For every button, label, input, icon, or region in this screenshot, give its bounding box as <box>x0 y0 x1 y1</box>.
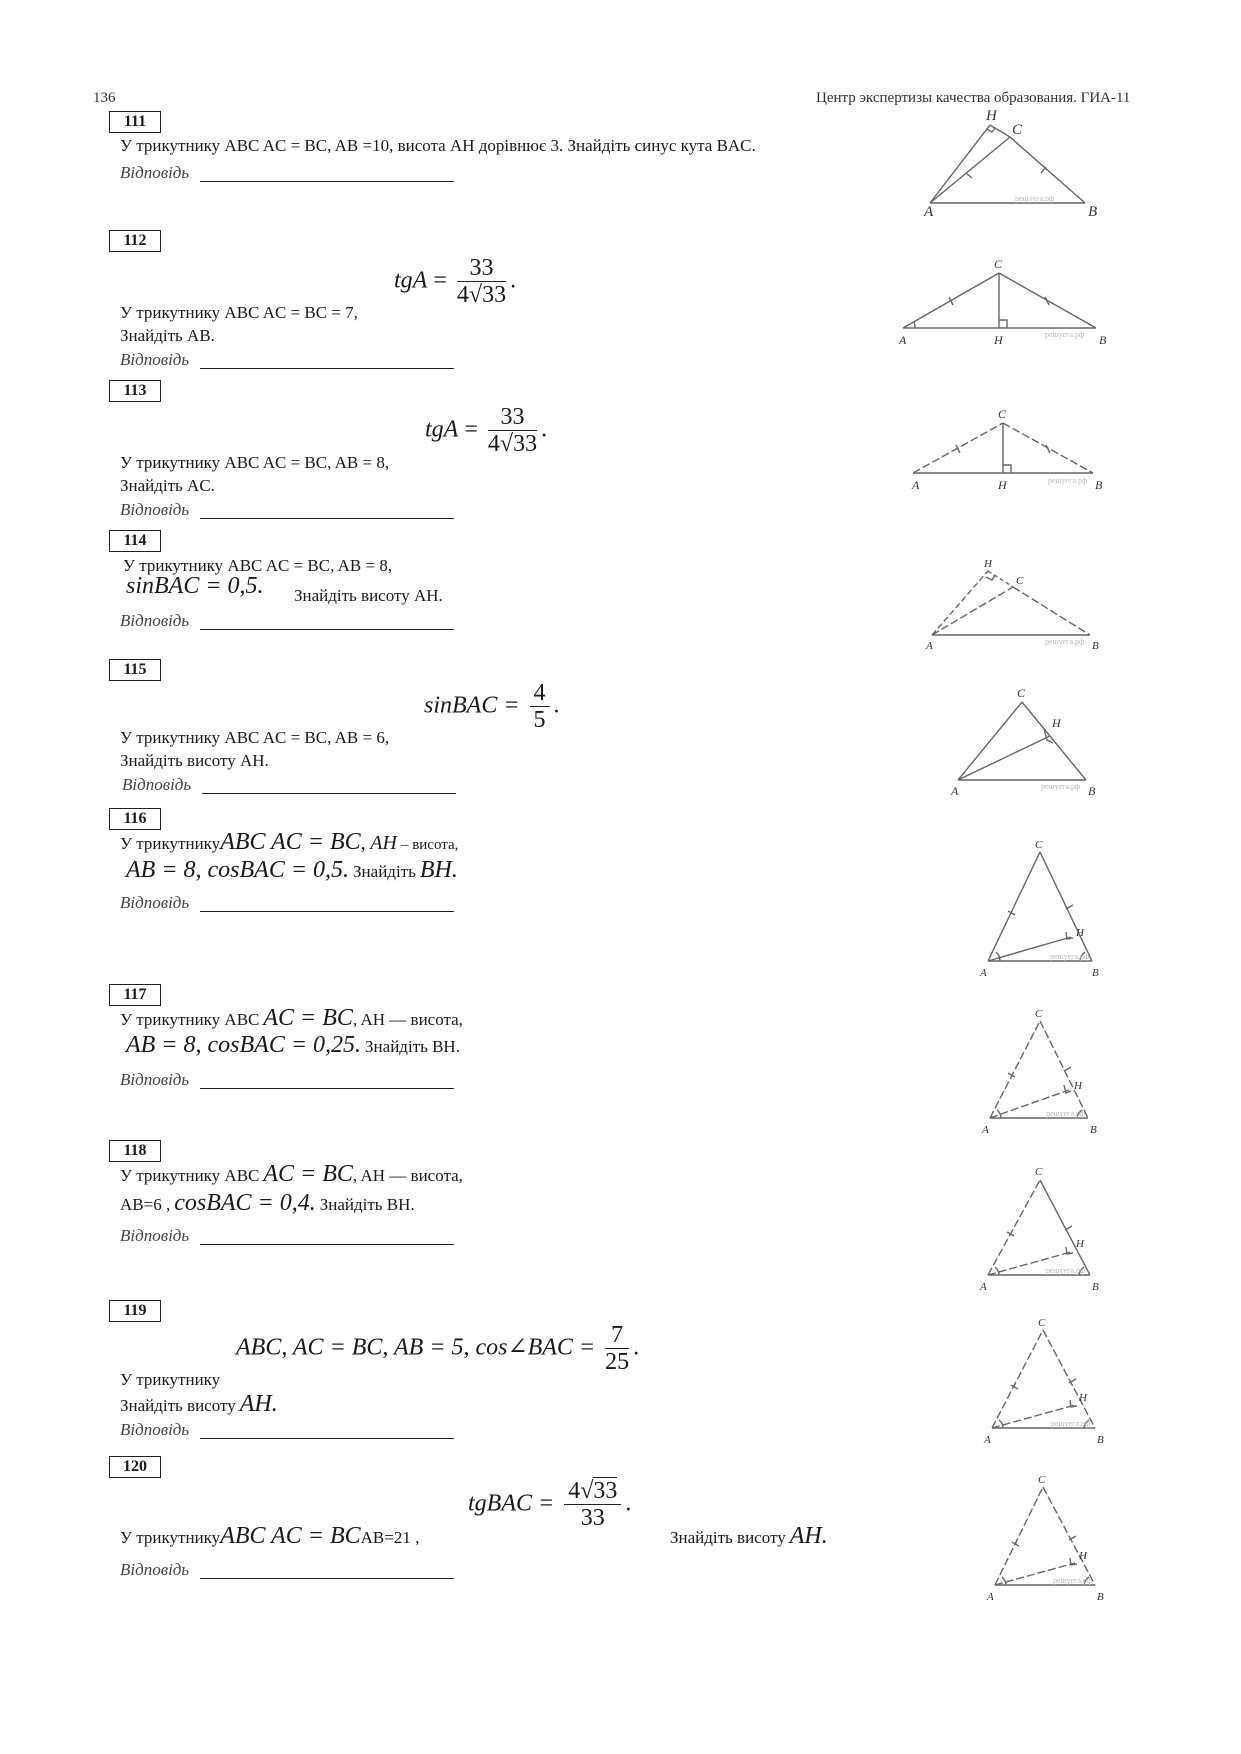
triangle-figure <box>975 1315 1115 1445</box>
vertex-label: C <box>1016 575 1024 587</box>
vertex-label: C <box>1017 686 1026 700</box>
vertex-label: H <box>1076 1238 1084 1250</box>
page-header-title: Центр экспертизы качества образования. ГИА-11 <box>816 90 1131 106</box>
problem-text: Знайдіть AB. <box>120 326 215 345</box>
fraction-denominator: 5 <box>533 707 546 734</box>
problem-number: 119 <box>109 1300 161 1322</box>
formula: AB = 8 <box>126 1032 196 1058</box>
problem-text: У трикутнику ABC AC = BC, AB = 8, <box>120 453 390 472</box>
answer-line <box>200 518 454 519</box>
problem-text: Знайдіть AC. <box>120 476 215 495</box>
watermark: решуега.рф <box>1045 330 1085 339</box>
fraction-denominator: 4√33 <box>456 282 507 309</box>
formula: ABC AC = BC <box>220 1523 361 1549</box>
vertex-label: H <box>1074 1080 1082 1092</box>
vertex-label: C <box>1035 839 1043 851</box>
problem-text: AB=6 , <box>120 1195 171 1214</box>
vertex-label: H <box>1052 716 1061 730</box>
fraction-numerator: 4√33 <box>564 1478 621 1505</box>
problem-text: У трикутнику ABC <box>120 1166 260 1185</box>
formula: AB = 8 <box>126 857 196 883</box>
problem-line <box>670 1523 828 1550</box>
problem-line <box>120 1391 278 1418</box>
answer-line <box>200 368 454 369</box>
vertex-label: A <box>951 784 959 798</box>
answer-label: Відповідь <box>120 893 190 912</box>
triangle-figure <box>900 105 1120 220</box>
fraction-numerator: 33 <box>488 404 537 431</box>
problem-text: У трикутнику ABC <box>120 1010 260 1029</box>
formula: ABC AC = BC <box>220 829 361 855</box>
problem-text: AB=21 , <box>360 1528 420 1547</box>
vertex-label: A <box>980 967 987 979</box>
problem-number: 114 <box>109 530 161 552</box>
problem-text: Знайдіть висоту <box>120 1396 236 1415</box>
watermark: решуега.рф <box>1053 1576 1093 1585</box>
fraction-numerator: 33 <box>457 255 506 282</box>
problem-text: Знайдіть висоту AH. <box>294 586 443 605</box>
vertex-label: A <box>987 1591 994 1603</box>
vertex-label: A <box>984 1434 991 1446</box>
vertex-label: B <box>1092 967 1099 979</box>
problem-text: У трикутнику ABC AC = BC = 7, <box>120 303 358 322</box>
vertex-label: A <box>924 204 934 220</box>
answer-line <box>200 629 454 630</box>
vertex-label: H <box>994 333 1003 347</box>
fraction-denominator: 25 <box>605 1349 630 1376</box>
problem-text: Знайдіть висоту <box>670 1528 786 1547</box>
vertex-label: B <box>1088 204 1098 220</box>
vertex-label: H <box>1079 1550 1087 1562</box>
problem-number: 116 <box>109 808 161 830</box>
vertex-label: A <box>982 1124 989 1136</box>
vertex-label: H <box>1076 927 1084 939</box>
vertex-label: B <box>1088 784 1096 798</box>
watermark: решуега.рф <box>1048 476 1088 485</box>
vertex-label: A <box>912 478 920 492</box>
fraction-numerator: 4 <box>530 680 550 707</box>
problem-line <box>126 1032 460 1059</box>
answer-line <box>200 1578 454 1579</box>
problem-line <box>126 857 458 884</box>
fraction-numerator: 7 <box>605 1322 629 1349</box>
problem-number: 111 <box>109 111 161 133</box>
vertex-label: H <box>984 558 992 570</box>
watermark: решуега.рф <box>1051 1419 1091 1428</box>
triangle-figure <box>970 835 1110 980</box>
fraction-denominator: 33 <box>580 1505 605 1532</box>
triangle-figure <box>970 1005 1110 1137</box>
vertex-label: B <box>1097 1434 1104 1446</box>
problem-line <box>120 1161 463 1188</box>
watermark: решуега.рф <box>1041 782 1081 791</box>
vertex-label: H <box>1079 1392 1087 1404</box>
page-number: 136 <box>93 90 116 106</box>
answer-line <box>202 793 456 794</box>
problem-text: – висота, <box>400 837 459 853</box>
formula: tgBAC = $\frac{4√33}{33}$ . <box>468 1478 632 1532</box>
vertex-label: C <box>1038 1474 1046 1486</box>
vertex-label: B <box>1097 1591 1104 1603</box>
vertex-label: A <box>926 640 933 652</box>
problem-text: У трикутнику <box>120 834 221 853</box>
vertex-label: C <box>1035 1008 1043 1020</box>
vertex-label: H <box>998 478 1007 492</box>
fraction-denominator: 4√33 <box>487 431 538 458</box>
answer-label: Відповідь <box>122 775 192 794</box>
formula: tgA = $\frac{33}{4√33}$ . <box>425 404 548 458</box>
watermark: решуега.рф <box>1046 1109 1086 1118</box>
problem-line <box>120 829 458 856</box>
watermark: решуега.рф <box>1050 952 1090 961</box>
formula: AH. <box>789 1523 828 1549</box>
vertex-label: C <box>1035 1166 1043 1178</box>
problem-number: 112 <box>109 230 161 252</box>
answer-label: Відповідь <box>120 1070 190 1089</box>
problem-text: Знайдіть <box>353 862 416 881</box>
vertex-label: B <box>1092 1281 1099 1293</box>
triangle-figure <box>943 685 1108 800</box>
answer-label: Відповідь <box>120 1226 190 1245</box>
triangle-figure <box>920 553 1110 653</box>
triangle-figure <box>903 405 1113 495</box>
problem-text: Знайдіть BH. <box>365 1037 460 1056</box>
answer-label: Відповідь <box>120 500 190 519</box>
triangle-figure <box>975 1470 1115 1602</box>
vertex-label: B <box>1099 333 1107 347</box>
answer-line <box>200 1088 454 1089</box>
problem-number: 118 <box>109 1140 161 1162</box>
vertex-label: B <box>1095 478 1103 492</box>
watermark: решуега.рф <box>1046 1266 1086 1275</box>
formula: sinBAC = 0,5. <box>126 573 264 599</box>
vertex-label: C <box>1038 1317 1046 1329</box>
problem-text: Знайдіть висоту AH. <box>120 751 269 770</box>
formula: cosBAC = 0,4. <box>174 1190 316 1216</box>
problem-text: У трикутнику ABC AC = BC, AB = 6, <box>120 728 390 747</box>
triangle-figure <box>893 255 1123 350</box>
problem-line <box>120 1190 415 1217</box>
vertex-label: A <box>980 1281 987 1293</box>
vertex-label: C <box>994 257 1003 271</box>
formula: , cosBAC = 0,5. <box>195 857 350 883</box>
watermark: решуега.рф <box>1045 637 1085 646</box>
problem-number: 117 <box>109 984 161 1006</box>
problem-number: 113 <box>109 380 161 402</box>
answer-label: Відповідь <box>120 350 190 369</box>
problem-text: Знайдіть BH. <box>319 1195 415 1214</box>
vertex-label: B <box>1092 640 1099 652</box>
answer-line <box>200 1438 454 1439</box>
triangle-figure <box>970 1160 1110 1295</box>
vertex-label: A <box>899 333 907 347</box>
answer-label: Відповідь <box>120 1560 190 1579</box>
problem-text: У трикутнику <box>120 1370 221 1389</box>
formula: tgA = $\frac{33}{4√33}$ . <box>394 255 517 309</box>
formula: AC = BC <box>263 1005 353 1031</box>
vertex-label: C <box>1012 122 1023 138</box>
answer-label: Відповідь <box>120 1420 190 1439</box>
answer-line <box>200 911 454 912</box>
formula: ABC, AC = BC, AB = 5, cos∠BAC = $\frac{7}{25}$ . <box>236 1322 640 1376</box>
formula: BH. <box>419 857 458 883</box>
problem-line <box>120 1523 419 1550</box>
problem-text: , AH — висота, <box>352 1010 463 1029</box>
problem-text: У трикутнику ABC AC = BC, AB = 8, <box>123 556 393 575</box>
answer-label: Відповідь <box>120 163 190 182</box>
vertex-label: C <box>998 407 1007 421</box>
answer-label: Відповідь <box>120 611 190 630</box>
formula: , AH <box>360 832 397 854</box>
problem-text: , AH — висота, <box>352 1166 463 1185</box>
problem-number: 120 <box>109 1456 161 1478</box>
problem-number: 115 <box>109 659 161 681</box>
answer-line <box>200 181 454 182</box>
answer-line <box>200 1244 454 1245</box>
watermark: решуега.рф <box>1015 194 1055 203</box>
formula: sinBAC = $\frac{4}{5}$ . <box>424 680 560 734</box>
problem-text: У трикутнику <box>120 1528 221 1547</box>
formula: AC = BC <box>263 1161 353 1187</box>
formula: AH. <box>239 1391 278 1417</box>
formula: , cosBAC = 0,25. <box>195 1032 362 1058</box>
problem-line <box>120 1005 463 1032</box>
problem-text: У трикутнику ABC AC = BC, AB =10, висота AH дорівнює 3. Знайдіть синус кута BAC. <box>120 136 756 155</box>
vertex-label: B <box>1090 1124 1097 1136</box>
vertex-label: H <box>986 108 997 124</box>
